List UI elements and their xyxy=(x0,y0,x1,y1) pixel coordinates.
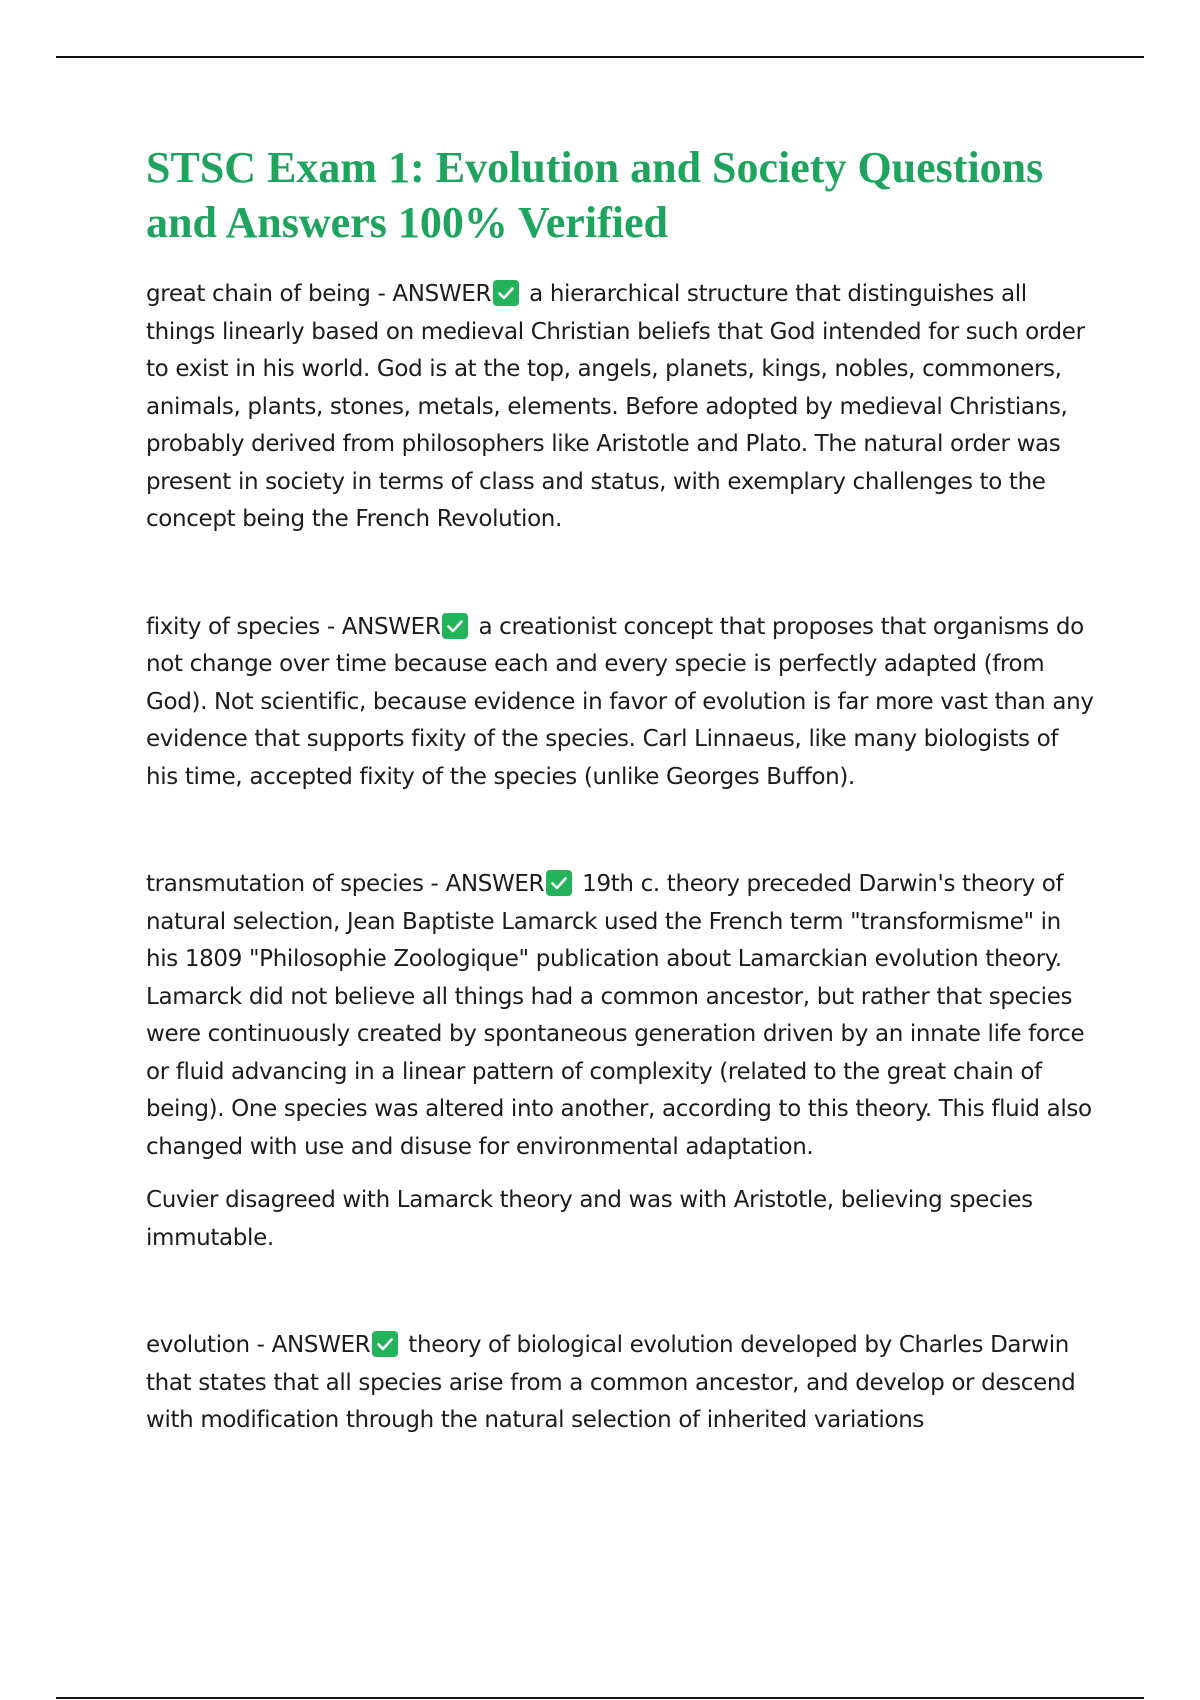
qa-paragraph xyxy=(146,1327,1096,1440)
qa-answer: theory of biological evolution developed by Charles Darwin that states that all species arise from a common ancestor, and develop or descend with modification through the natural selection of inherited variations xyxy=(146,1332,1076,1433)
qa-separator: - xyxy=(249,1332,272,1358)
qa-paragraph xyxy=(146,609,1096,797)
answer-label: ANSWER xyxy=(392,281,492,307)
check-mark-icon xyxy=(442,613,468,639)
answer-label: ANSWER xyxy=(341,613,441,640)
top-rule xyxy=(56,56,1144,58)
qa-separator: - xyxy=(319,613,342,640)
answer-label: ANSWER xyxy=(271,1332,371,1358)
qa-entry xyxy=(146,276,1096,539)
qa-term: transmutation of species xyxy=(146,871,424,897)
qa-answer: a creationist concept that proposes that organisms do not change over time because each and every specie is perfectly adapted (from God). Not scientific, because evidence in favor of evolution is far more vast than any evidence that supports fixity of the species. Carl Linnaeus, like many biologists of his time, accepted fixity of the species (unlike Georges Buffon). xyxy=(146,613,1094,790)
document-body xyxy=(146,140,1096,1440)
page-title: STSC Exam 1: Evolution and Society Questions and Answers 100% Verified xyxy=(146,143,1044,247)
qa-term: evolution xyxy=(146,1332,250,1358)
qa-paragraph: Cuvier disagreed with Lamarck theory and was with Aristotle, believing species immutable. xyxy=(146,1187,1033,1251)
qa-entry xyxy=(146,609,1096,797)
qa-answer: a hierarchical structure that distinguishes all things linearly based on medieval Christian beliefs that God intended for such order to exist in his world. God is at the top, angels, planets, kings, nobles, commoners, animals, plants, stones, metals, elements. Before adopted by medieval Christians, probably derived from philosophers like Aristotle and Plato. The natural order was present in society in terms of class and status, with exemplary challenges to the concept being the French Revolution. xyxy=(146,281,1085,532)
qa-paragraph xyxy=(146,866,1096,1166)
qa-answer: 19th c. theory preceded Darwin's theory of natural selection, Jean Baptiste Lamarck used the French term "transformisme" in his 1809 "Philosophie Zoologique" publication about Lamarckian evolution theory. Lamarck did not believe all things had a common ancestor, but rather that species were continuously created by spontaneous generation driven by an innate life force or fluid advancing in a linear pattern of complexity (related to the great chain of being). One species was altered into another, according to this theory. This fluid also changed with use and disuse for environmental adaptation. xyxy=(146,871,1092,1160)
check-mark-icon xyxy=(372,1331,398,1357)
qa-separator: - xyxy=(370,281,393,307)
qa-term: fixity of species xyxy=(146,613,320,640)
answer-label: ANSWER xyxy=(445,871,545,897)
bottom-rule xyxy=(56,1697,1144,1699)
check-mark-icon xyxy=(546,870,572,896)
check-mark-icon xyxy=(493,280,519,306)
qa-entry xyxy=(146,866,1096,1257)
qa-term: great chain of being xyxy=(146,281,371,307)
qa-entry xyxy=(146,1327,1096,1440)
qa-paragraph xyxy=(146,276,1096,539)
qa-separator: - xyxy=(423,871,446,897)
